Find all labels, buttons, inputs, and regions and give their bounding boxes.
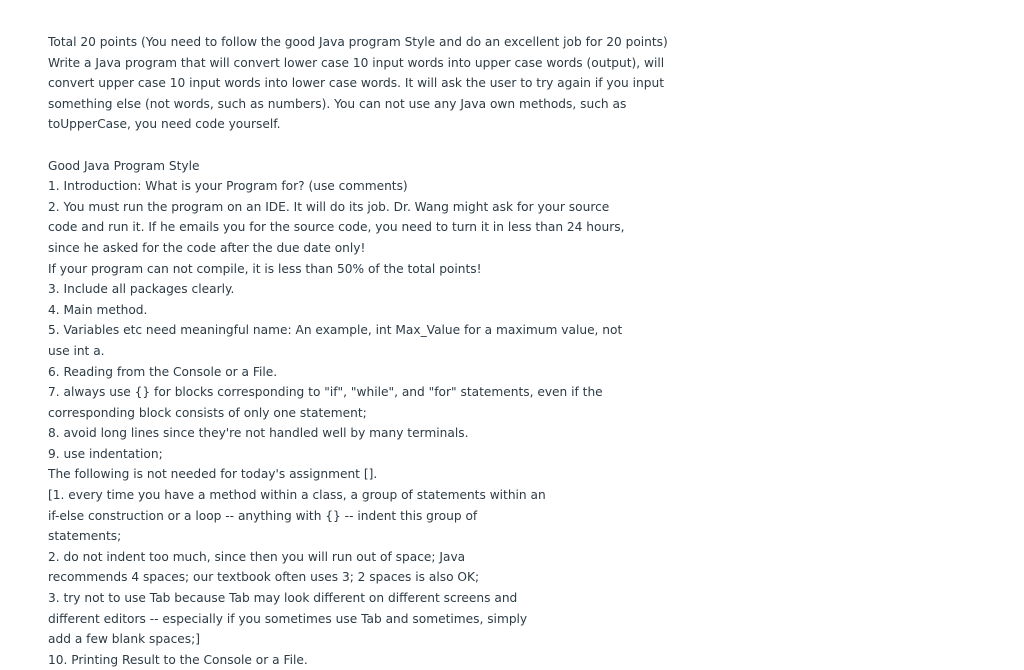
style-line: 3. try not to use Tab because Tab may look different on different screens and [48, 591, 518, 606]
style-line: 6. Reading from the Console or a File. [48, 364, 278, 379]
style-line: if-else construction or a loop -- anything with {} -- indent this group of [48, 508, 478, 523]
style-line: use int a. [48, 343, 105, 358]
style-line: recommends 4 spaces; our textbook often uses 3; 2 spaces is also OK; [48, 570, 480, 585]
assignment-document [48, 32, 688, 670]
style-line: 2. do not indent too much, since then you will run out of space; Java [48, 549, 466, 564]
style-line: The following is not needed for today's assignment []. [48, 467, 378, 482]
style-line: 10. Printing Result to the Console or a File. [48, 652, 308, 667]
style-line: corresponding block consists of only one statement; [48, 405, 367, 420]
style-line: different editors -- especially if you sometimes use Tab and sometimes, simply [48, 611, 528, 626]
style-line: 5. Variables etc need meaningful name: An example, int Max_Value for a maximum value, not [48, 323, 623, 338]
style-line: 2. You must run the program on an IDE. It will do its job. Dr. Wang might ask for your source [48, 199, 610, 214]
intro-line: Total 20 points (You need to follow the good Java program Style and do an excellent job for 20 points) [48, 35, 668, 49]
style-line: since he asked for the code after the due date only! [48, 240, 366, 255]
intro-line: convert upper case 10 input words into lower case words. It will ask the user to try again if you input [48, 76, 665, 91]
intro-line: toUpperCase, you need code yourself. [48, 117, 281, 132]
style-line: code and run it. If he emails you for the source code, you need to turn it in less than 24 hours, [48, 220, 625, 235]
style-section [48, 156, 688, 670]
style-heading: Good Java Program Style [48, 158, 200, 173]
style-line: If your program can not compile, it is less than 50% of the total points! [48, 261, 482, 276]
style-line: 3. Include all packages clearly. [48, 282, 235, 297]
intro-line: something else (not words, such as numbers). You can not use any Java own methods, such as [48, 96, 627, 111]
paragraph-spacer [48, 135, 688, 156]
style-line: add a few blank spaces;] [48, 632, 200, 647]
intro-line: Write a Java program that will convert lower case 10 input words into upper case words (output), will [48, 55, 665, 70]
style-line: 7. always use {} for blocks corresponding to "if", "while", and "for" statements, even if the [48, 385, 603, 400]
style-line: 4. Main method. [48, 302, 148, 317]
style-line: [1. every time you have a method within a class, a group of statements within an [48, 488, 546, 503]
style-line: 1. Introduction: What is your Program for? (use comments) [48, 179, 408, 194]
style-line: statements; [48, 529, 122, 544]
style-line: 9. use indentation; [48, 446, 163, 461]
style-line: 8. avoid long lines since they're not handled well by many terminals. [48, 426, 469, 441]
intro-section [48, 32, 688, 135]
